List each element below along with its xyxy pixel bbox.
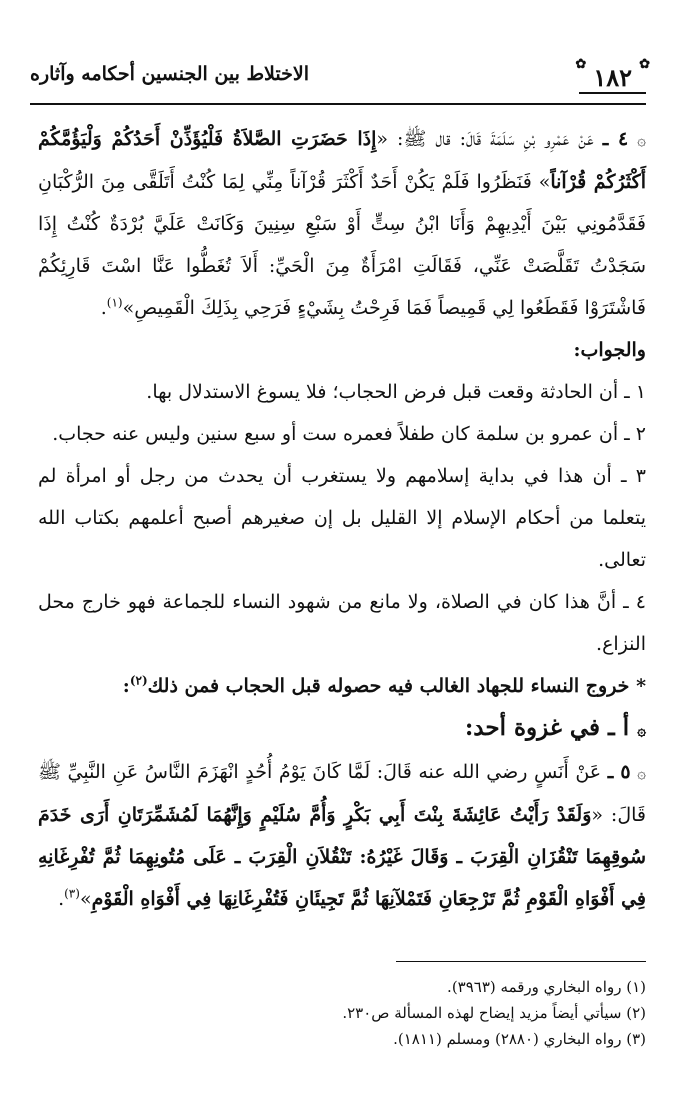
hadith-4	[38, 118, 646, 329]
answer-3: ٣ ـ أن هذا في بداية إسلامهم ولا يستغرب أن يحدث من رجل أو امرأة لم يتعلما من أحكام الإسلام إلا القليل بل إن صغيرهم أصبح أعلمهم بكتاب الله تعالى.	[38, 465, 646, 571]
header-rule	[30, 103, 646, 105]
section-marker-icon: ۞	[637, 721, 646, 739]
ornament-icon: ✿	[575, 57, 587, 72]
footnote-rule	[396, 961, 646, 962]
main-text	[38, 118, 646, 920]
hadith-marker-icon: ۞	[637, 131, 647, 149]
page-number-text: ١٨٢	[593, 63, 632, 92]
answer-4: ٤ ـ أنَّ هذا كان في الصلاة، ولا مانع من شهود النساء للجماعة فهو خارج محل النزاع.	[38, 591, 646, 655]
point-text: خروج النساء للجهاد الغالب فيه حصوله قبل الحجاب فمن ذلك	[147, 675, 630, 697]
hadith-quote: إِذَا حَضَرَتِ الصَّلاَةُ فَلْيُؤَذِّنْ أَحَدُكُمْ وَلْيَؤُمَّكُمْ أَكْثَرُكُمْ قُرْآناً	[38, 128, 646, 193]
page-header	[30, 55, 650, 105]
hadith-number: ٥ ـ	[607, 761, 631, 783]
footnote-ref-2[interactable]: (٢)	[129, 673, 148, 688]
ornament-icon: ✿	[639, 57, 650, 72]
footnote-ref-1[interactable]: (١)	[106, 295, 123, 310]
hadith-5	[38, 751, 646, 920]
section-title: أ ـ في غزوة أحد:	[464, 714, 630, 741]
hadith-text: » فَنَظَرُوا فَلَمْ يَكُنْ أَحَدٌ أَكْثَرَ قُرْآناً مِنِّي لِمَا كُنْتُ أَتَلَقَّى مِنَ الرُّكْبَانِ فَقَدَّمُونِي بَيْنَ أَيْدِيهِمْ وَأَنَا ابْنُ سِتٍّ أَوْ سَبْعِ سِنِينَ وَكَانَتْ عَلَيَّ بُرْدَةٌ كُنْتُ إِذَا سَجَدْتُ تَقَلَّصَتْ عَنِّي، فَقَالَتِ امْرَأَةٌ مِنَ الْحَيِّ: أَلاَ تُغَطُّوا عَنَّا اسْتَ قَارِئِكُمْ فَاشْتَرَوْا فَقَطَعُوا لِي قَمِيصاً فَمَا فَرِحْتُ بِشَيْءٍ فَرَحِي بِذَلِكَ الْقَمِيصِ»	[38, 171, 646, 319]
period: .	[58, 888, 65, 910]
section-heading	[38, 707, 646, 751]
quote-close: »	[79, 888, 92, 910]
point-line	[38, 665, 646, 707]
hadith-number: ٤ ـ	[602, 128, 629, 150]
footnote-1: (١) رواه البخاري ورقمه (٣٩٦٣).	[447, 978, 646, 996]
answer-2: ٢ ـ أن عمرو بن سلمة كان طفلاً فعمره ست أو سبع سنين وليس عنه حجاب.	[52, 423, 646, 445]
running-title: الاختلاط بين الجنسين أحكامه وآثاره	[30, 63, 309, 85]
footnote-2: (٢) سيأتي أيضاً مزيد إيضاح لهذه المسألة ص٢٣٠.	[342, 1004, 646, 1022]
star-icon: *	[636, 675, 646, 697]
answer-1: ١ ـ أن الحادثة وقعت قبل فرض الحجاب؛ فلا يسوغ الاستدلال بها.	[146, 381, 646, 403]
footnotes	[38, 974, 646, 1052]
point-colon: :	[122, 675, 130, 697]
hadith-marker-icon: ۞	[637, 764, 646, 782]
hadith-quote: وَلَقَدْ رَأَيْتُ عَائِشَةَ بِنْتَ أَبِي بَكْرٍ وَأُمَّ سُلَيْمٍ وَإِنَّهُمَا لَمُشَمِّرَتَانِ أَرَى خَدَمَ سُوقِهِمَا تَنْقُزَانِ الْقِرَبَ ـ وَقَالَ غَيْرُهُ: تَنْقُلاَنِ الْقِرَبَ ـ عَلَى مُتُونِهِمَا ثُمَّ تُفْرِغَانِهِ فِي أَفْوَاهِ الْقَوْمِ ثُمَّ تَرْجِعَانِ فَتَمْلآنِهَا ثُمَّ تَجِيئَانِ فَتُفْرِغَانِهَا فِي أَفْوَاهِ الْقَوْمِ	[38, 804, 646, 910]
answer-heading: والجواب:	[573, 339, 646, 361]
hadith-intro: عَنْ أَنَسٍ رضي الله عنه قَالَ: لَمَّا كَانَ يَوْمُ أُحُدٍ انْهَزَمَ النَّاسُ عَنِ النَّبِيِّ ﷺ قَالَ: «	[38, 761, 646, 826]
hadith-intro: عَنْ عَمْرِو بْنِ سَلَمَةَ قَالَ: قال ﷺ: «	[376, 128, 594, 150]
footnote-3: (٣) رواه البخاري (٢٨٨٠) ومسلم (١٨١١).	[393, 1030, 646, 1048]
period: .	[100, 297, 107, 319]
page-number	[575, 57, 650, 94]
footnote-ref-3[interactable]: (٣)	[64, 886, 80, 901]
